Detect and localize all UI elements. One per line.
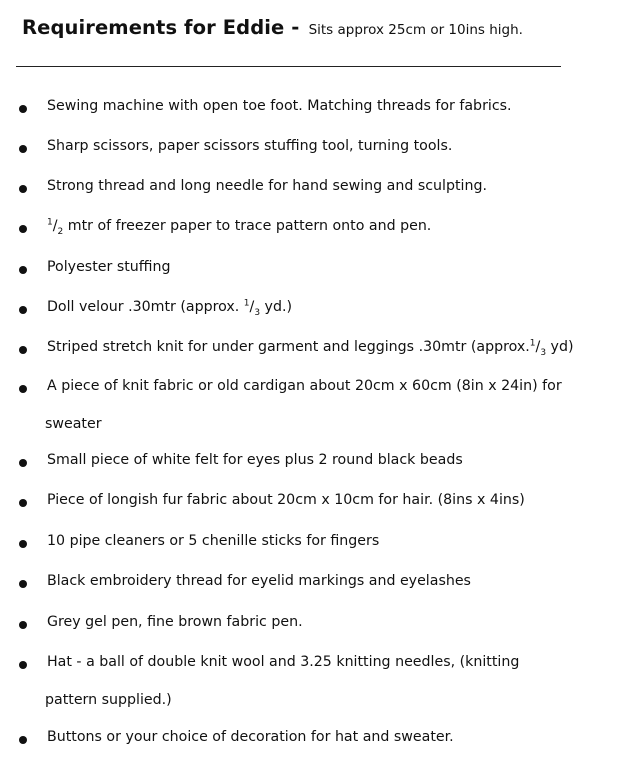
fraction-numerator: 1 <box>243 298 250 309</box>
bullet-icon <box>19 499 27 507</box>
list-item-text <box>47 298 293 318</box>
list-item-text: Piece of longish fur fabric about 20cm x 10cm for hair. (8ins x 4ins) <box>47 492 525 508</box>
list-item-text-pre: Doll velour .30mtr (approx. <box>47 299 244 315</box>
bullet-icon <box>19 580 27 588</box>
list-item-text-rest: mtr of freezer paper to trace pattern onto and pen. <box>63 218 432 234</box>
list-item-text <box>47 217 432 237</box>
bullet-icon <box>19 306 27 314</box>
bullet-icon <box>19 145 27 153</box>
list-item-text <box>47 338 574 358</box>
list-item-text: Hat - a ball of double knit wool and 3.25 knitting needles, (knitting <box>47 654 520 670</box>
fraction-numerator: 1 <box>529 338 536 349</box>
list-item-text: Small piece of white felt for eyes plus 2 round black beads <box>47 452 463 468</box>
list-item-continuation: pattern supplied.) <box>45 692 172 708</box>
list-item-text-pre: Striped stretch knit for under garment and leggings .30mtr (approx. <box>47 339 530 355</box>
bullet-icon <box>19 621 27 629</box>
fraction-denominator: 3 <box>254 307 261 318</box>
bullet-icon <box>19 540 27 548</box>
bullet-icon <box>19 185 27 193</box>
fraction-slash: / <box>249 299 255 315</box>
list-item-text-post: yd) <box>546 339 574 355</box>
list-item-text: A piece of knit fabric or old cardigan about 20cm x 60cm (8in x 24in) for <box>47 378 562 394</box>
bullet-icon <box>19 385 27 393</box>
list-item-text: Sharp scissors, paper scissors stuffing tool, turning tools. <box>47 138 453 154</box>
bullet-icon <box>19 736 27 744</box>
title-subtitle: Sits approx 25cm or 10ins high. <box>308 22 523 38</box>
title-divider <box>16 66 561 67</box>
list-item-text-post: yd.) <box>260 299 293 315</box>
list-item-text: Sewing machine with open toe foot. Matching threads for fabrics. <box>47 98 512 114</box>
page-title <box>22 16 523 39</box>
list-item-text: Black embroidery thread for eyelid markings and eyelashes <box>47 573 471 589</box>
list-item-continuation: sweater <box>45 416 102 432</box>
fraction-denominator: 3 <box>540 347 547 358</box>
bullet-icon <box>19 661 27 669</box>
fraction-denominator: 2 <box>57 226 64 237</box>
bullet-icon <box>19 225 27 233</box>
fraction-numerator: 1 <box>47 217 53 228</box>
bullet-icon <box>19 459 27 467</box>
bullet-icon <box>19 346 27 354</box>
bullet-icon <box>19 105 27 113</box>
list-item-text: 10 pipe cleaners or 5 chenille sticks for fingers <box>47 533 380 549</box>
list-item-text: Grey gel pen, fine brown fabric pen. <box>47 614 303 630</box>
list-item-text: Buttons or your choice of decoration for hat and sweater. <box>47 729 454 745</box>
fraction-slash: / <box>52 218 58 234</box>
list-item-text: Strong thread and long needle for hand sewing and sculpting. <box>47 178 487 194</box>
title-text: Requirements for Eddie - <box>22 16 300 39</box>
list-item-text: Polyester stuffing <box>47 259 171 275</box>
bullet-icon <box>19 266 27 274</box>
fraction-slash: / <box>535 339 541 355</box>
